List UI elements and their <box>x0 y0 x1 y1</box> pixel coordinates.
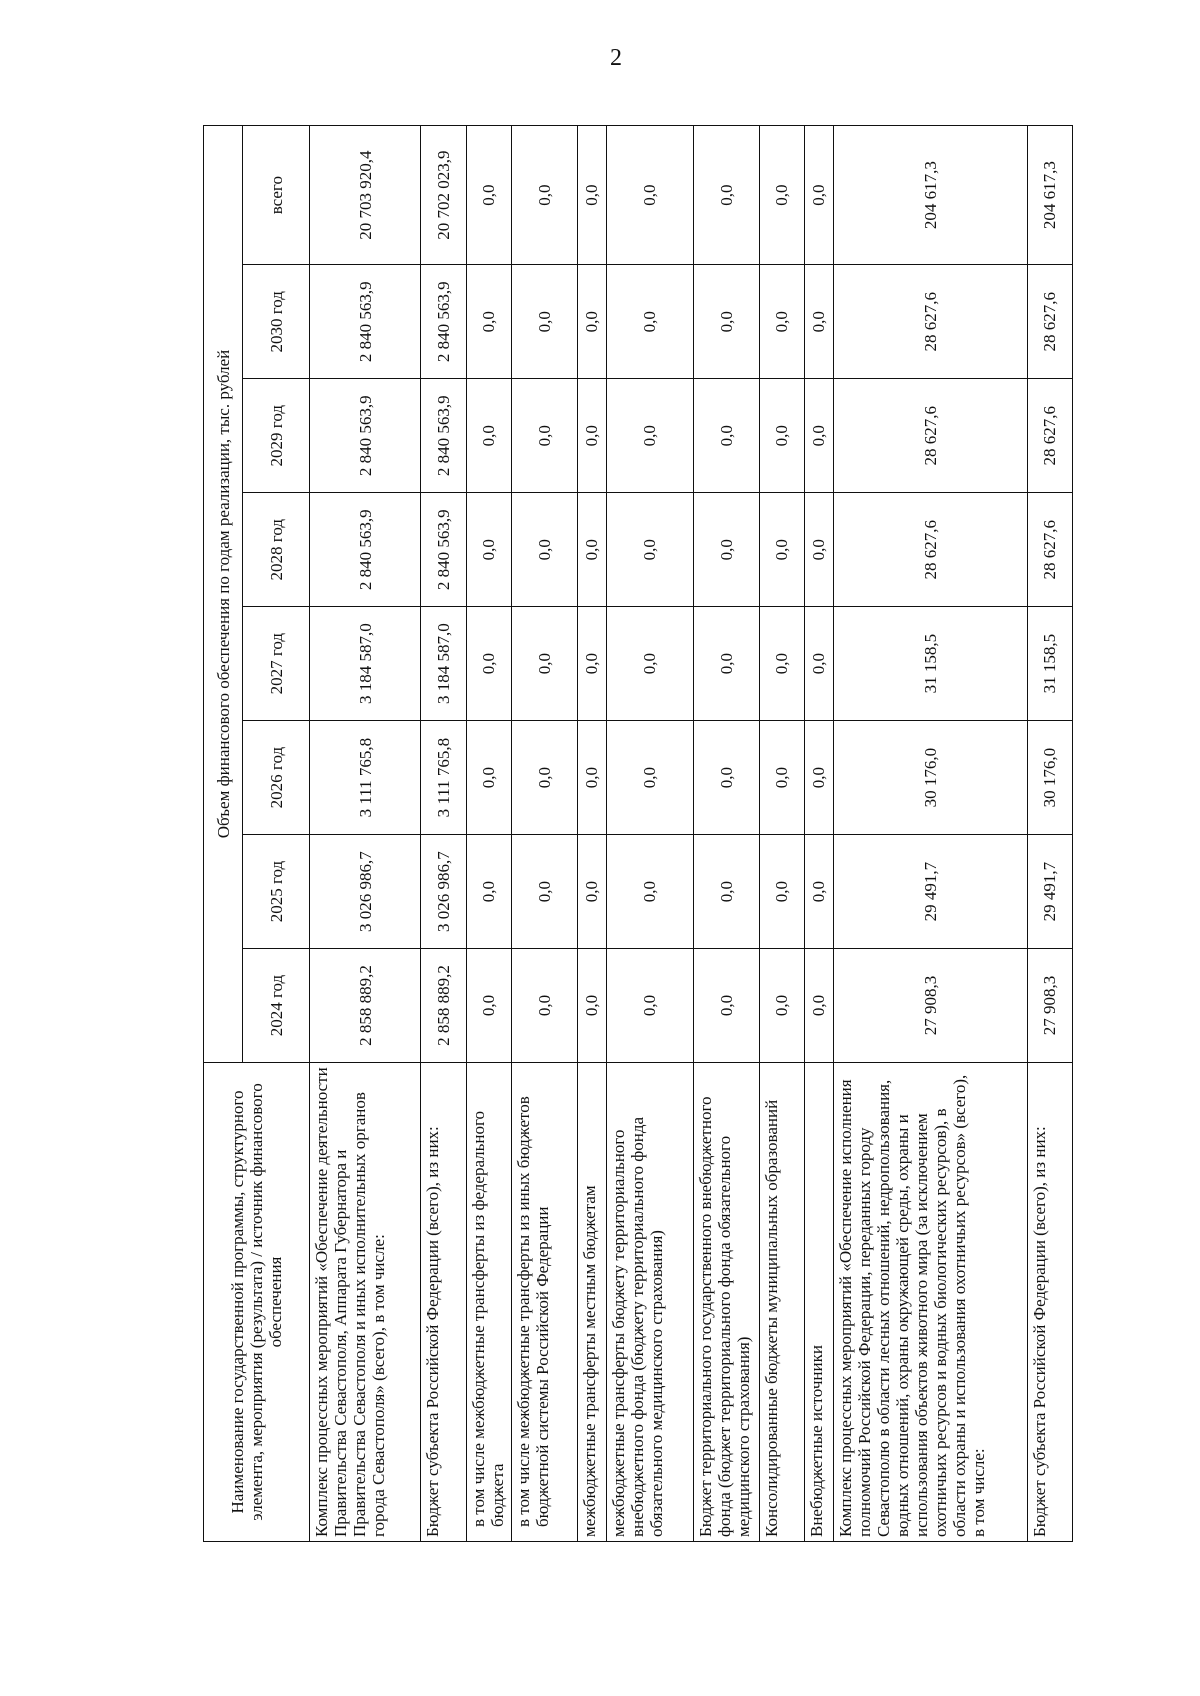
cell-value: 0,0 <box>578 721 607 835</box>
cell-value: 0,0 <box>693 126 759 265</box>
cell-value: 0,0 <box>693 721 759 835</box>
cell-value: 31 158,5 <box>833 607 1027 721</box>
cell-value: 0,0 <box>759 493 804 607</box>
table-row <box>759 126 804 1542</box>
cell-value: 0,0 <box>578 493 607 607</box>
cell-value: 0,0 <box>512 721 578 835</box>
cell-value: 0,0 <box>606 493 693 607</box>
cell-value: 2 840 563,9 <box>310 379 421 493</box>
table-row <box>1027 126 1072 1542</box>
cell-value: 3 026 986,7 <box>421 835 466 949</box>
cell-value: 0,0 <box>804 607 833 721</box>
cell-value: 0,0 <box>466 379 511 493</box>
cell-value: 3 184 587,0 <box>310 607 421 721</box>
cell-value: 20 703 920,4 <box>310 126 421 265</box>
cell-value: 0,0 <box>466 607 511 721</box>
cell-value: 0,0 <box>466 265 511 379</box>
cell-value: 0,0 <box>759 265 804 379</box>
cell-value: 0,0 <box>606 949 693 1063</box>
cell-value: 3 111 765,8 <box>310 721 421 835</box>
cell-value: 0,0 <box>512 265 578 379</box>
cell-value: 0,0 <box>578 607 607 721</box>
cell-value: 0,0 <box>606 835 693 949</box>
cell-value: 0,0 <box>804 379 833 493</box>
row-label: в том числе межбюджетные трансферты из федерального бюджета <box>466 1062 511 1541</box>
cell-value: 29 491,7 <box>833 835 1027 949</box>
cell-value: 2 840 563,9 <box>310 493 421 607</box>
cell-value: 0,0 <box>804 949 833 1063</box>
row-label: Бюджет субъекта Российской Федерации (всего), из них: <box>1027 1062 1072 1541</box>
cell-value: 0,0 <box>759 949 804 1063</box>
cell-value: 0,0 <box>693 265 759 379</box>
cell-value: 0,0 <box>693 493 759 607</box>
cell-value: 0,0 <box>466 126 511 265</box>
total-header: всего <box>243 126 310 265</box>
cell-value: 28 627,6 <box>833 265 1027 379</box>
cell-value: 204 617,3 <box>833 126 1027 265</box>
cell-value: 0,0 <box>804 493 833 607</box>
cell-value: 0,0 <box>759 607 804 721</box>
cell-value: 3 184 587,0 <box>421 607 466 721</box>
cell-value: 0,0 <box>578 379 607 493</box>
cell-value: 0,0 <box>606 721 693 835</box>
cell-value: 28 627,6 <box>1027 493 1072 607</box>
year-header: 2026 год <box>243 721 310 835</box>
cell-value: 0,0 <box>512 379 578 493</box>
table-row <box>512 126 578 1542</box>
cell-value: 2 858 889,2 <box>421 949 466 1063</box>
volume-caption: Объем финансового обеспечения по годам реализации, тыс. рублей <box>204 126 243 1063</box>
row-label: Бюджет субъекта Российской Федерации (всего), из них: <box>421 1062 466 1541</box>
cell-value: 0,0 <box>759 835 804 949</box>
row-label: в том числе межбюджетные трансферты из иных бюджетов бюджетной системы Российской Федерации <box>512 1062 578 1541</box>
table-row <box>421 126 466 1542</box>
cell-value: 0,0 <box>693 835 759 949</box>
cell-value: 0,0 <box>693 949 759 1063</box>
cell-value: 0,0 <box>466 721 511 835</box>
cell-value: 0,0 <box>512 949 578 1063</box>
cell-value: 27 908,3 <box>1027 949 1072 1063</box>
cell-value: 28 627,6 <box>833 493 1027 607</box>
table-row <box>833 126 1027 1542</box>
row-label: межбюджетные трансферты бюджету территориального внебюджетного фонда (бюджету территориального фонда обязательного медицинского страхования) <box>606 1062 693 1541</box>
row-label: Внебюджетные источники <box>804 1062 833 1541</box>
cell-value: 0,0 <box>578 835 607 949</box>
year-header: 2030 год <box>243 265 310 379</box>
cell-value: 31 158,5 <box>1027 607 1072 721</box>
cell-value: 2 840 563,9 <box>421 265 466 379</box>
table-row <box>804 126 833 1542</box>
cell-value: 28 627,6 <box>833 379 1027 493</box>
cell-value: 0,0 <box>606 265 693 379</box>
cell-value: 20 702 023,9 <box>421 126 466 265</box>
cell-value: 0,0 <box>804 126 833 265</box>
year-header: 2029 год <box>243 379 310 493</box>
cell-value: 2 858 889,2 <box>310 949 421 1063</box>
cell-value: 0,0 <box>578 265 607 379</box>
cell-value: 2 840 563,9 <box>421 493 466 607</box>
name-column-header: Наименование государственной программы, структурного элемента, мероприятия (результата) / источник финансового обеспечения <box>204 1062 310 1541</box>
cell-value: 0,0 <box>578 949 607 1063</box>
cell-value: 0,0 <box>804 835 833 949</box>
cell-value: 2 840 563,9 <box>421 379 466 493</box>
year-header: 2027 год <box>243 607 310 721</box>
cell-value: 0,0 <box>759 379 804 493</box>
cell-value: 0,0 <box>512 835 578 949</box>
cell-value: 0,0 <box>466 835 511 949</box>
table-row <box>578 126 607 1542</box>
cell-value: 30 176,0 <box>1027 721 1072 835</box>
page-number: 2 <box>610 45 622 71</box>
row-label: Комплекс процессных мероприятий «Обеспечение исполнения полномочий Российской Федерации, переданных городу Севастополю в области лесных отношений, недропользования, водных отношений, охраны окружающей среды, охраны и использования объектов животного мира (за исключением охотничьих ресурсов и водных биологических ресурсов), в области охраны и использования охотничьих ресурсов» (всего), в том числе: <box>833 1062 1027 1541</box>
table-row <box>466 126 511 1542</box>
cell-value: 0,0 <box>578 126 607 265</box>
year-header: 2025 год <box>243 835 310 949</box>
cell-value: 204 617,3 <box>1027 126 1072 265</box>
cell-value: 3 111 765,8 <box>421 721 466 835</box>
table-row <box>693 126 759 1542</box>
year-header: 2028 год <box>243 493 310 607</box>
year-header: 2024 год <box>243 949 310 1063</box>
cell-value: 2 840 563,9 <box>310 265 421 379</box>
rotated-table-container <box>203 125 1073 1542</box>
row-label: Комплекс процессных мероприятий «Обеспечение деятельности Правительства Севастополя, Аппарата Губернатора и Правительства Севастополя и иных исполнительных органов города Севастополя» (всего), в том числе: <box>310 1062 421 1541</box>
cell-value: 0,0 <box>759 721 804 835</box>
cell-value: 0,0 <box>466 493 511 607</box>
cell-value: 30 176,0 <box>833 721 1027 835</box>
table-row <box>310 126 421 1542</box>
table-row <box>606 126 693 1542</box>
cell-value: 0,0 <box>512 493 578 607</box>
cell-value: 0,0 <box>606 607 693 721</box>
cell-value: 0,0 <box>804 721 833 835</box>
cell-value: 27 908,3 <box>833 949 1027 1063</box>
cell-value: 0,0 <box>466 949 511 1063</box>
cell-value: 28 627,6 <box>1027 265 1072 379</box>
cell-value: 3 026 986,7 <box>310 835 421 949</box>
cell-value: 0,0 <box>693 379 759 493</box>
cell-value: 0,0 <box>512 126 578 265</box>
cell-value: 0,0 <box>693 607 759 721</box>
row-label: Бюджет территориального государственного внебюджетного фонда (бюджет территориального фонда обязательного медицинского страхования) <box>693 1062 759 1541</box>
financing-table <box>203 125 1073 1542</box>
cell-value: 0,0 <box>512 607 578 721</box>
row-label: межбюджетные трансферты местным бюджетам <box>578 1062 607 1541</box>
cell-value: 28 627,6 <box>1027 379 1072 493</box>
row-label: Консолидированные бюджеты муниципальных образований <box>759 1062 804 1541</box>
cell-value: 0,0 <box>606 126 693 265</box>
cell-value: 0,0 <box>759 126 804 265</box>
cell-value: 0,0 <box>606 379 693 493</box>
cell-value: 29 491,7 <box>1027 835 1072 949</box>
cell-value: 0,0 <box>804 265 833 379</box>
